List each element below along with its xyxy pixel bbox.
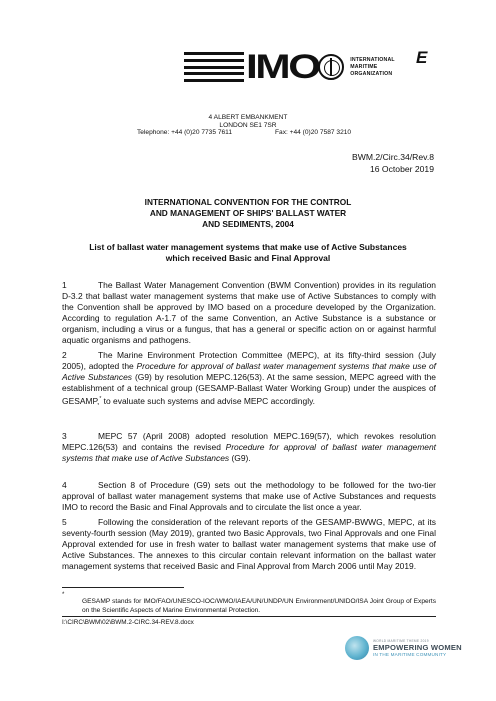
- org-name-line: MARITIME: [350, 63, 378, 70]
- campaign-theme: WORLD MARITIME THEME 2019: [373, 639, 429, 643]
- procedure-title: Procedure for approval of ballast water management systems that make use of Active Substances: [62, 441, 436, 463]
- address-line-1: 4 ALBERT EMBANKMENT: [208, 114, 288, 121]
- address-line-2: LONDON SE1 7SR: [219, 122, 277, 129]
- footnote-mark: *: [62, 592, 65, 598]
- paragraph-text: The Marine Environment Protection Committee (MEPC), at its fifty-third session (July 2005), adopted the: [62, 350, 436, 371]
- title-line-1: INTERNATIONAL CONVENTION FOR THE CONTROL: [144, 197, 352, 207]
- footnote-text: GESAMP stands for IMO/FAO/UNESCO-IOC/WMO/IAEA/UN/UNDP/UN Environment/UNIDO/ISA Joint Group of Experts on the Scientific Aspects of Marine Environmental Protection.: [82, 598, 436, 615]
- telephone: Telephone: +44 (0)20 7735 7611: [137, 129, 233, 136]
- circular-reference: BWM.2/Circ.34/Rev.8: [352, 152, 434, 162]
- paragraph-text: Following the consideration of the relevant reports of the GESAMP-BWWG, MEPC, at its seventy-fourth session (May 2019), granted two Basic Approvals, two Final Approvals and one Final Approval extended for use in fresh water to ballast water management systems that make use of Active Substances. The annexes to this circular contain relevant information on the ballast water management systems that received Basic and Final Approval from March 2006 until May 2019.: [62, 517, 436, 571]
- file-path: I:\CIRC\BWM\02\BWM.2-CIRC.34-REV.8.docx: [62, 619, 194, 626]
- fax: Fax: +44 (0)20 7587 3210: [275, 129, 352, 136]
- globe-icon: [345, 636, 369, 660]
- campaign-text: [373, 639, 462, 657]
- procedure-title: Procedure for approval of ballast water management systems that make use of Active Substances: [62, 360, 437, 382]
- subtitle-line-1: List of ballast water management systems that make use of Active Substances: [89, 242, 407, 252]
- empowering-women-logo: [345, 636, 462, 660]
- logo-stripes: [184, 52, 244, 82]
- title-line-2: AND MANAGEMENT OF SHIPS' BALLAST WATER: [149, 208, 347, 218]
- title-line-3: AND SEDIMENTS, 2004: [202, 219, 294, 229]
- paragraph-number: 2: [62, 350, 67, 360]
- paragraph-number: 3: [62, 431, 67, 441]
- campaign-title: EMPOWERING WOMEN: [373, 643, 462, 652]
- paragraph-text: The Ballast Water Management Convention (BWM Convention) provides in its regulation D-3.2 that ballast water management systems that make use of Active Substances to comply with the Convention shall be approved by IMO based on a procedure developed by the Organization. According to regulation A-1.7 of the same Convention, an Active Substance is a substance or organism, including a virus or a fungus, that has a general or specific action on or against harmful aquatic organisms and pathogens.: [62, 280, 436, 345]
- un-emblem-icon: [318, 54, 344, 80]
- org-name-line: INTERNATIONAL: [350, 56, 395, 63]
- org-name-line: ORGANIZATION: [350, 70, 393, 77]
- paragraph-number: 5: [62, 517, 67, 527]
- imo-logo: [184, 48, 395, 86]
- paragraph-2: [62, 350, 436, 406]
- paragraph-number: 1: [62, 280, 67, 290]
- footnote-reference: *: [99, 395, 102, 402]
- paragraph-5: [62, 517, 436, 572]
- paragraph-1: [62, 280, 436, 345]
- paragraph-text: Section 8 of Procedure (G9) sets out the methodology to be followed for the two-tier approval of ballast water management systems that make use of Active Substances and requests IMO to record the Basic and Final Approvals and to circulate the list once a year.: [62, 480, 436, 512]
- paragraph-text: to evaluate such systems and advise MEPC accordingly.: [101, 395, 316, 406]
- subtitle-line-2: which received Basic and Final Approval: [165, 253, 331, 263]
- paragraph-number: 4: [62, 480, 67, 490]
- organization-name: [350, 57, 395, 78]
- campaign-subtitle: IN THE MARITIME COMMUNITY: [373, 652, 447, 657]
- footnote-divider: [62, 587, 184, 588]
- file-path-divider: [62, 616, 436, 617]
- paragraph-text: (G9) by resolution MEPC.126(53). At the same session, MEPC agreed with the establishment of a technical group (GESAMP-Ballast Water Working Group) under the auspices of GESAMP,: [62, 371, 436, 406]
- language-letter: E: [416, 48, 428, 67]
- paragraph-4: [62, 480, 436, 513]
- paragraph-text: MEPC 57 (April 2008) adopted resolution MEPC.169(57), which revokes resolution MEPC.126(53) and contains the revised: [62, 431, 436, 452]
- logo-mark: IMO: [246, 48, 319, 86]
- circular-date: 16 October 2019: [369, 164, 434, 174]
- paragraph-text: (G9).: [229, 452, 251, 463]
- paragraph-3: [62, 431, 436, 464]
